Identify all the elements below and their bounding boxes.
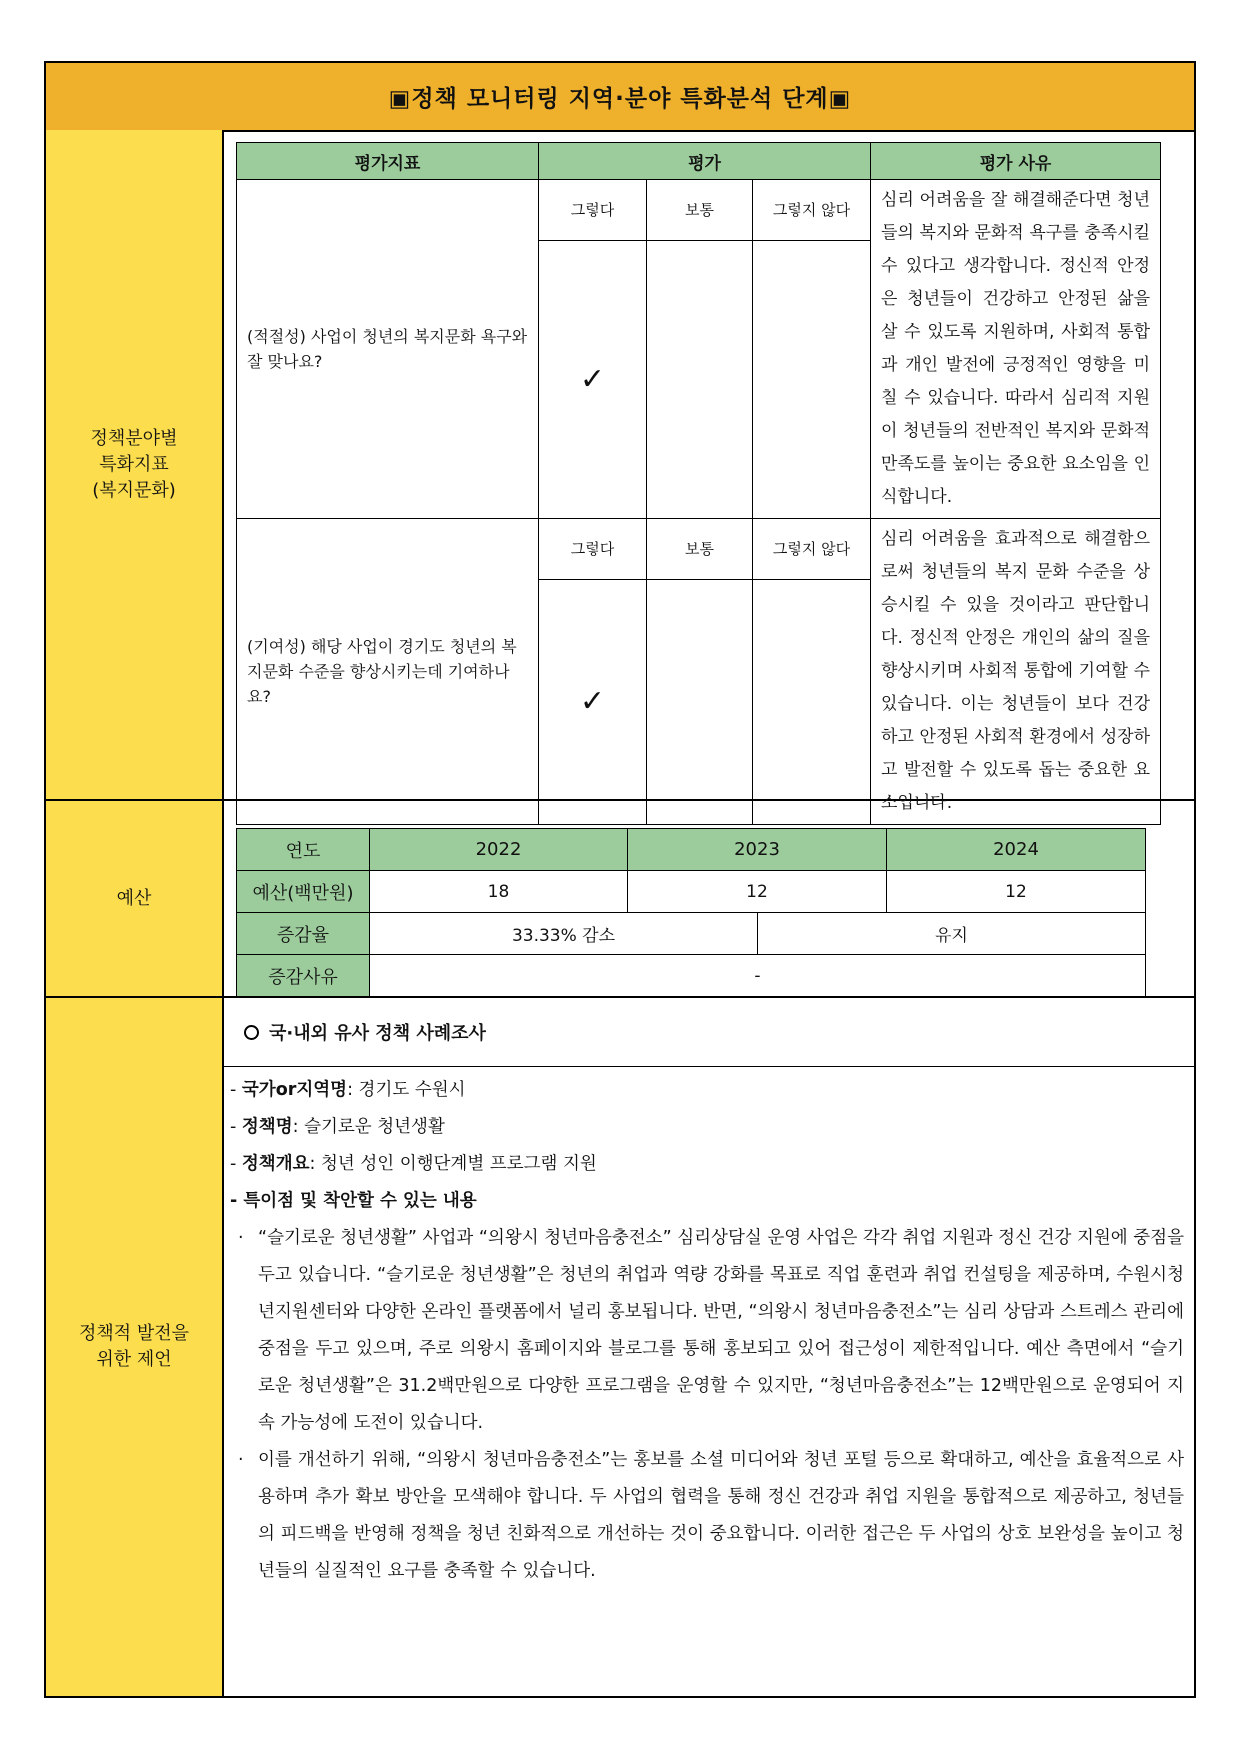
page-title: ▣정책 모니터링 지역·분야 특화분석 단계▣ [46,63,1194,132]
evaluation-table [236,142,1161,825]
info-item-policy-summary: - 정책개요: 청년 성인 이행단계별 프로그램 지원 [230,1154,597,1174]
option-yes: 그렇다 [539,519,647,580]
year-cell: 2023 [628,829,887,871]
budget-table [236,828,1146,997]
header-reason: 평가 사유 [871,143,1161,180]
circle-bullet-icon [244,1025,259,1040]
header-indicator: 평가지표 [237,143,539,180]
header-evaluation: 평가 [539,143,871,180]
budget-value: 18 [370,871,628,913]
policy-monitoring-form [44,61,1196,1698]
change-value: 유지 [758,913,1146,955]
notes-paragraph: · 이를 개선하기 위해, “의왕시 청년마음충전소”는 홍보를 소셜 미디어와 청년 포털 등으로 확대하고, 예산을 효율적으로 사용하며 추가 확보 방안을 모색해야 합니다. 두 사업의 협력을 통해 정신 건강과 취업 지원을 통합적으로 제공하고, 청년들의 피드백을 반영해 정책을 청년 친화적으로 개선하는 것이 중요합니다. 이러한 접근은 두 사업의 상호 보완성을 높이고 청년들의 실질적인 요구를 충족할 수 있습니다. [238,1450,1184,1581]
check-no-cell[interactable] [753,579,871,824]
check-neutral-cell[interactable] [647,579,753,824]
year-cell: 2022 [370,829,628,871]
info-item-policy-name: - 정책명: 슬기로운 청년생활 [230,1117,445,1137]
change-reason-value: - [370,955,1146,997]
year-cell: 2024 [887,829,1146,871]
check-no-cell[interactable] [753,240,871,518]
indicator-section [46,130,1194,813]
option-neutral: 보통 [647,180,753,241]
proposal-section [46,998,1194,1696]
budget-value: 12 [887,871,1146,913]
check-mark-icon: ✓ [579,684,606,720]
check-mark-icon: ✓ [579,361,606,397]
proposal-section-label: 정책적 발전을 위한 제언 [46,998,224,1696]
option-neutral: 보통 [647,519,753,580]
reason-text: 심리 어려움을 잘 해결해준다면 청년들의 복지와 문화적 욕구를 충족시킬 수 있다고 생각합니다. 정신적 안정은 청년들이 건강하고 안정된 삶을 살 수 있도록 지원하며, 사회적 통합과 개인 발전에 긍정적인 영향을 미칠 수 있습니다. 따라서 심리적 지원이 청년들의 전반적인 복지와 문화적 만족도를 높이는 중요한 요소임을 인식합니다. [871,180,1161,519]
budget-value: 12 [628,871,887,913]
option-yes: 그렇다 [539,180,647,241]
info-item-region: - 국가or지역명: 경기도 수원시 [230,1080,466,1100]
check-yes-cell[interactable] [539,579,647,824]
option-no: 그렇지 않다 [753,519,871,580]
case-study-body [230,1072,1184,1590]
budget-section [46,801,1194,998]
case-study-heading [224,998,1194,1067]
indicator-section-label: 정책분야별 특화지표 (복지문화) [46,130,224,799]
check-yes-cell[interactable] [539,240,647,518]
indicator-text: (기여성) 해당 사업이 경기도 청년의 복지문화 수준을 향상시키는데 기여하나요? [237,519,539,825]
case-study-heading-text: 국·내외 유사 정책 사례조사 [269,1023,486,1044]
notes-paragraph: · “슬기로운 청년생활” 사업과 “의왕시 청년마음충전소” 심리상담실 운영 사업은 각각 취업 지원과 정신 건강 지원에 중점을 두고 있습니다. “슬기로운 청년생활”은 청년의 취업과 역량 강화를 목표로 직업 훈련과 취업 컨설팅을 제공하며, 수원시청년지원센터와 다양한 온라인 플랫폼에서 널리 홍보됩니다. 반면, “의왕시 청년마음충전소”는 심리 상담과 스트레스 관리에 중점을 두고 있으며, 주로 의왕시 홈페이지와 블로그를 통해 홍보되고 있어 접근성이 제한적입니다. 예산 측면에서 “슬기로운 청년생활”은 31.2백만원으로 다양한 프로그램을 운영할 수 있지만, “청년마음충전소”는 12백만원으로 운영되어 지속 가능성에 도전이 있습니다. [238,1228,1184,1433]
change-reason-label: 증감사유 [237,955,370,997]
reason-text: 심리 어려움을 효과적으로 해결함으로써 청년들의 복지 문화 수준을 상승시킬 수 있을 것이라고 판단합니다. 정신적 안정은 개인의 삶의 질을 향상시키며 사회적 통합에 기여할 수 있습니다. 이는 청년들이 보다 건강하고 안정된 사회적 환경에서 성장하고 발전할 수 있도록 돕는 중요한 요소입니다. [871,519,1161,825]
change-label: 증감율 [237,913,370,955]
budget-label: 예산(백만원) [237,871,370,913]
option-no: 그렇지 않다 [753,180,871,241]
notes-heading: - 특이점 및 착안할 수 있는 내용 [230,1191,477,1211]
indicator-text: (적절성) 사업이 청년의 복지문화 욕구와 잘 맞나요? [237,180,539,519]
check-neutral-cell[interactable] [647,240,753,518]
year-label: 연도 [237,829,370,871]
change-value: 33.33% 감소 [370,913,758,955]
budget-section-label: 예산 [46,801,224,996]
